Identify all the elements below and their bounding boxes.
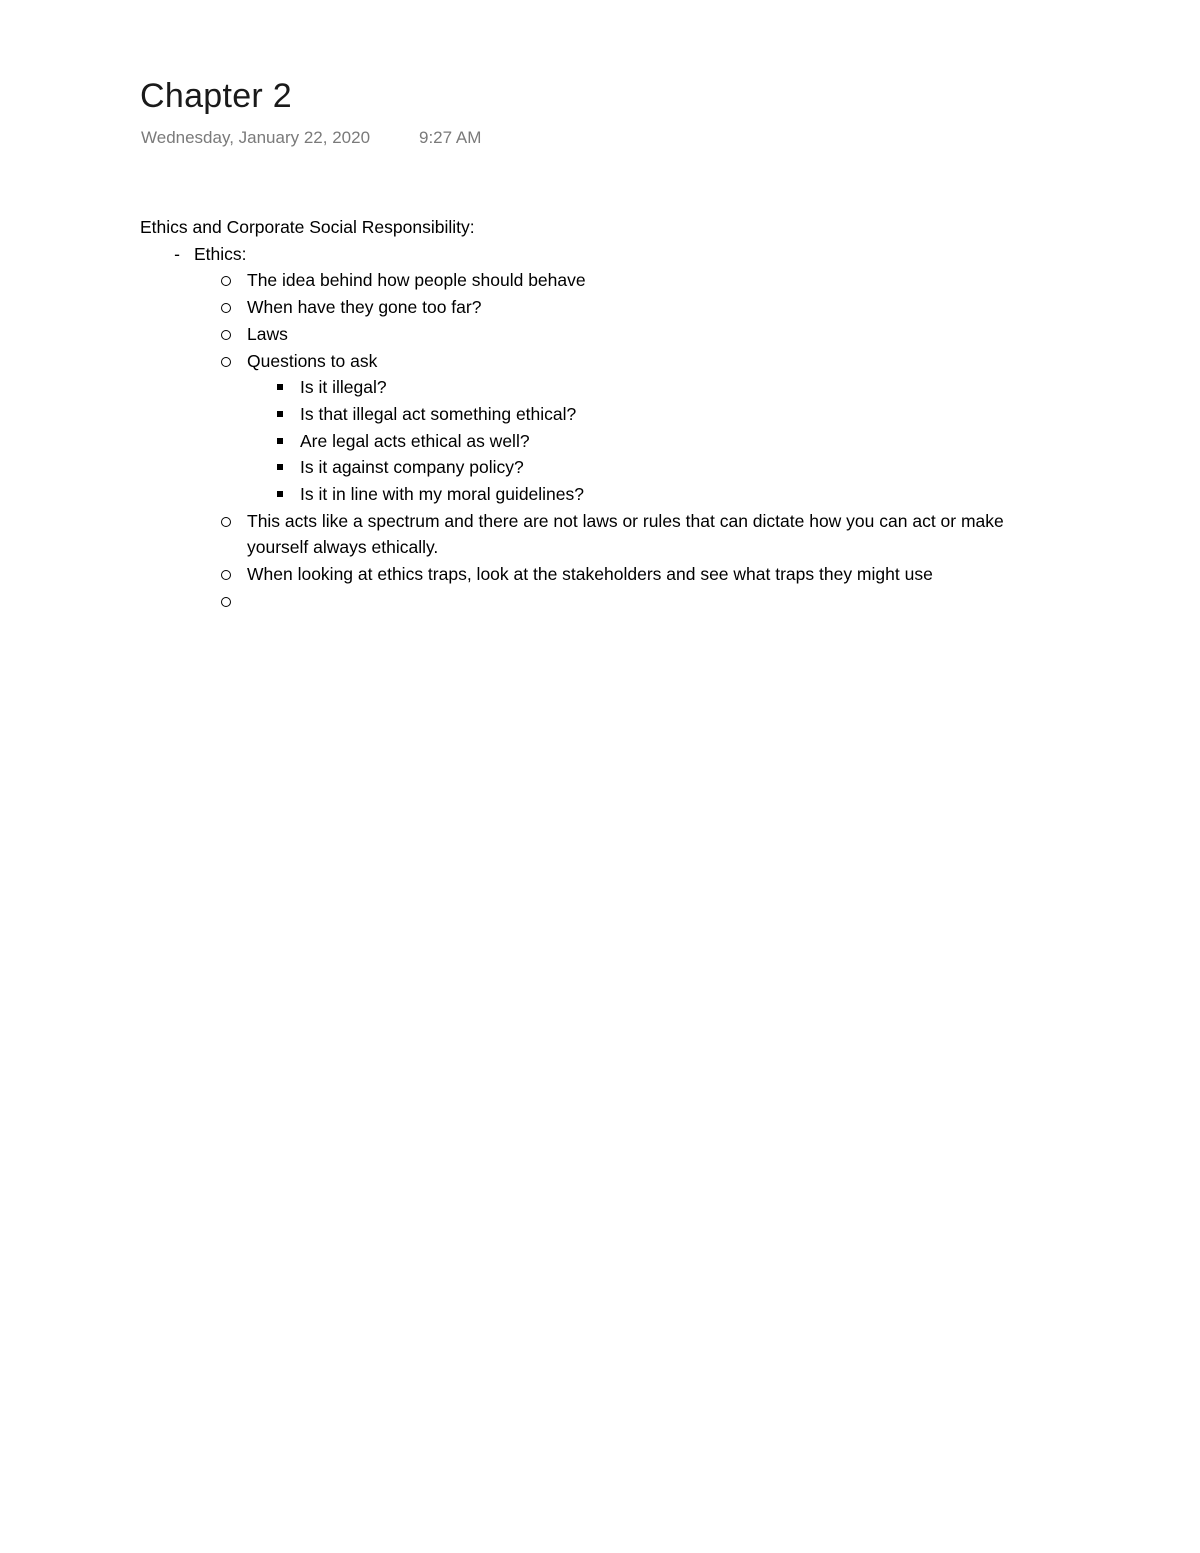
page-date: Wednesday, January 22, 2020: [141, 128, 371, 147]
list-item-text: Questions to ask: [247, 350, 378, 371]
square-bullet-icon: [277, 384, 283, 390]
circle-bullet-icon: [221, 330, 231, 340]
list-item: [140, 321, 1060, 348]
square-bullet-icon: [277, 411, 283, 417]
circle-bullet-icon: [221, 303, 231, 313]
sub-list-item-text: Is it in line with my moral guidelines?: [300, 484, 585, 505]
section-heading: Ethics and Corporate Social Responsibility:: [140, 217, 475, 237]
page-time: 9:27 AM: [419, 128, 482, 147]
list-item-text: Laws: [247, 323, 288, 344]
sub-list-item: [140, 374, 1060, 401]
circle-bullet-icon: [221, 276, 231, 286]
circle-bullet-icon: [221, 517, 231, 527]
list-item: [140, 348, 1060, 375]
note-body[interactable]: [140, 214, 1060, 615]
square-bullet-icon: [277, 464, 283, 470]
page-title: Chapter 2: [140, 77, 293, 115]
square-bullet-icon: [277, 438, 283, 444]
list-item: [140, 267, 1060, 294]
list-item-ethics: [140, 241, 1060, 268]
sub-list-item: [140, 454, 1060, 481]
sub-list-item-text: Is it against company policy?: [300, 457, 524, 478]
sub-list-item-text: Are legal acts ethical as well?: [300, 430, 530, 451]
sub-list-item: [140, 481, 1060, 508]
list-item-text: When have they gone too far?: [247, 297, 482, 318]
list-item: [140, 294, 1060, 321]
list-item: [140, 508, 1060, 561]
circle-bullet-icon: [221, 597, 231, 607]
list-item-text: When looking at ethics traps, look at the stakeholders and see what traps they might use: [247, 564, 933, 585]
list-item-text: [247, 591, 252, 611]
sub-list-item-text: Is it illegal?: [300, 377, 387, 398]
circle-bullet-icon: [221, 357, 231, 367]
list-item-text: The idea behind how people should behave: [247, 270, 586, 291]
list-item-text: This acts like a spectrum and there are not laws or rules that can dictate how you can act or make yourself always ethically.: [247, 510, 1004, 558]
dash-bullet-icon: -: [174, 243, 180, 264]
list-item-label: Ethics:: [194, 243, 247, 264]
list-item: [140, 561, 1060, 588]
square-bullet-icon: [277, 491, 283, 497]
circle-bullet-icon: [221, 570, 231, 580]
list-item-empty[interactable]: [140, 588, 1060, 615]
sub-list-item-text: Is that illegal act something ethical?: [300, 403, 577, 424]
sub-list-item: [140, 401, 1060, 428]
sub-list-item: [140, 428, 1060, 455]
